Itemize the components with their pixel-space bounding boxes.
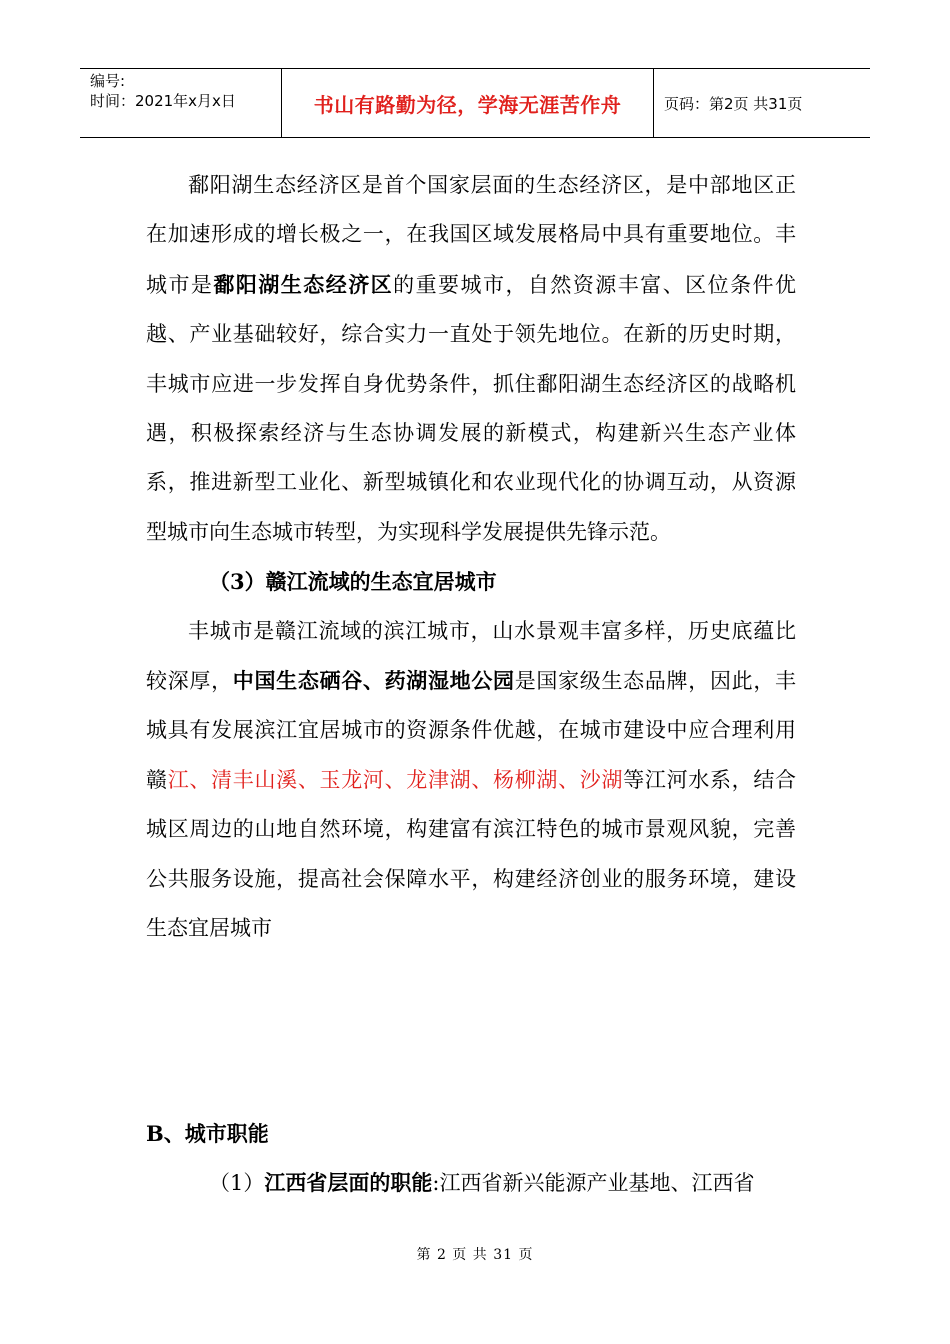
section-b-title: B、城市职能 <box>146 1121 269 1146</box>
page-footer: 第 2 页 共 31 页 <box>416 1247 534 1263</box>
item-heading: 江西省层面的职能 <box>264 1170 433 1195</box>
header-page-info: 页码：第2页 共31页 <box>664 94 803 113</box>
paragraph-text: 是国家级生态品牌，因此，丰城具有发展滨江宜居城市的资源条件优越，在城市建设中应合理利用赣 <box>146 669 797 792</box>
paragraph-text: 鄱阳湖生态经济区是首个国家层面的生态经济区，是中部地区正在加速形成的增长极之一，在我国区域发展格局中具有重要地位。丰城市是 <box>146 173 796 297</box>
document-date-label: 时间：2021年x月x日 <box>90 92 236 110</box>
bold-term: 中国生态硒谷、药湖湿地公园 <box>232 668 515 694</box>
item-number: （1） <box>209 1171 265 1195</box>
document-body <box>146 161 796 954</box>
paragraph-text: 的重要城市，自然资源丰富、区位条件优越、产业基础较好，综合实力一直处于领先地位。在新的历史时期，丰城市应进一步发挥自身优势条件，抓住鄱阳湖生态经济区的战略机遇，积极探索经济与生态协调发展的新模式，构建新兴生态产业体系，推进新型工业化、新型城镇化和农业现代化的协调互动，从资源型城市向生态城市转型，为实现科学发展提供先锋示范。 <box>146 272 797 544</box>
paragraph-text: 等江河水系，结合城区周边的山地自然环境，构建富有滨江特色的城市景观风貌，完善公共服务设施，提高社会保障水平，构建经济创业的服务环境，建设生态宜居城市 <box>146 767 797 941</box>
item-text: :江西省新兴能源产业基地、江西省 <box>432 1171 755 1195</box>
header-meta <box>80 69 282 137</box>
header-motto: 书山有路勤为径，学海无涯苦作舟 <box>282 69 654 137</box>
highlighted-water-names: 江、清丰山溪、玉龙河、龙津湖、杨柳湖、沙湖 <box>167 767 624 792</box>
subheading-ganjiang: （3）赣江流域的生态宜居城市 <box>209 569 497 595</box>
paragraph-poyang-lake <box>146 161 796 557</box>
section-b-item-1 <box>146 1158 796 1208</box>
paragraph-ganjiang <box>146 607 796 954</box>
document-number-label: 编号: <box>90 72 126 90</box>
page-header <box>80 68 870 138</box>
bold-term: 鄱阳湖生态经济区 <box>213 271 394 297</box>
paragraph-text: 丰城市是赣江流域的滨江城市，山水景观丰富多样，历史底蕴比较深厚， <box>146 618 796 694</box>
